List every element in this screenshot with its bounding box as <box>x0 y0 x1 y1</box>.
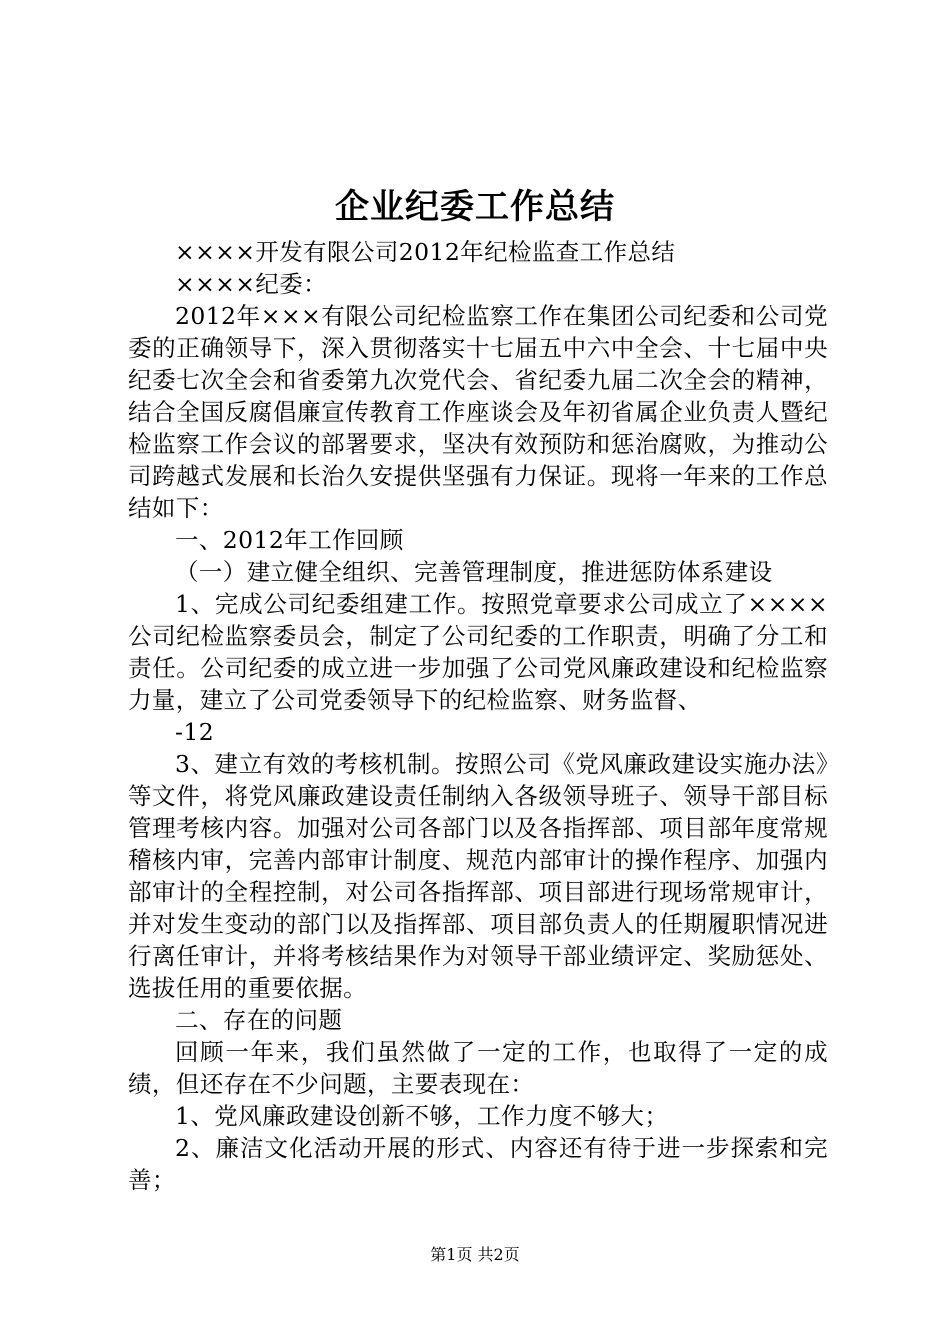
paragraph-page-marker: -12 <box>175 718 215 746</box>
paragraph-problems-intro: 回顾一年来，我们虽然做了一定的工作，也取得了一定的成绩，但还存在不少问题，主要表现在： <box>128 1038 828 1098</box>
page-number-footer: 第1页 共2页 <box>430 1245 520 1264</box>
paragraph-problem-2: 2、廉洁文化活动开展的形式、内容还有待于进一步探索和完善； <box>128 1134 828 1194</box>
paragraph-item-3: 3、建立有效的考核机制。按照公司《党风廉政建设实施办法》等文件，将党风廉政建设责任制纳入各级领导班子、领导干部目标管理考核内容。加强对公司各部门以及各指挥部、项目部年度常规稽核内审，完善内部审计制度、规范内部审计的操作程序、加强内部审计的全程控制，对公司各指挥部、项目部进行现场常规审计，并对发生变动的部门以及指挥部、项目部负责人的任期履职情况进行离任审计，并将考核结果作为对领导干部业绩评定、奖励惩处、选拔任用的重要依据。 <box>128 750 828 1002</box>
section-heading-problems: 二、存在的问题 <box>175 1006 343 1034</box>
paragraph-intro: 2012年×××有限公司纪检监察工作在集团公司纪委和公司党委的正确领导下，深入贯彻落实十七届五中六中全会、十七届中央纪委七次全会和省委第九次党代会、省纪委九届二次全会的精神，结合全国反腐倡廉宣传教育工作座谈会及年初省属企业负责人暨纪检监察工作会议的部署要求，坚决有效预防和惩治腐败，为推动公司跨越式发展和长治久安提供坚强有力保证。现将一年来的工作总结如下： <box>128 302 828 522</box>
paragraph-report-heading: ××××开发有限公司2012年纪检监查工作总结 <box>175 238 676 266</box>
paragraph-item-1: 1、完成公司纪委组建工作。按照党章要求公司成立了××××公司纪检监察委员会，制定了公司纪委的工作职责，明确了分工和责任。公司纪委的成立进一步加强了公司党风廉政建设和纪检监察力量，建立了公司党委领导下的纪检监察、财务监督、 <box>128 590 828 714</box>
document-title: 企业纪委工作总结 <box>335 187 615 227</box>
document-body <box>128 236 828 1196</box>
section-heading-review: 一、2012年工作回顾 <box>175 526 404 554</box>
subsection-heading-organization: （一）建立健全组织、完善管理制度，推进惩防体系建设 <box>175 558 773 586</box>
paragraph-addressee: ××××纪委： <box>175 270 328 298</box>
paragraph-problem-1: 1、党风廉政建设创新不够，工作力度不够大； <box>175 1102 669 1130</box>
